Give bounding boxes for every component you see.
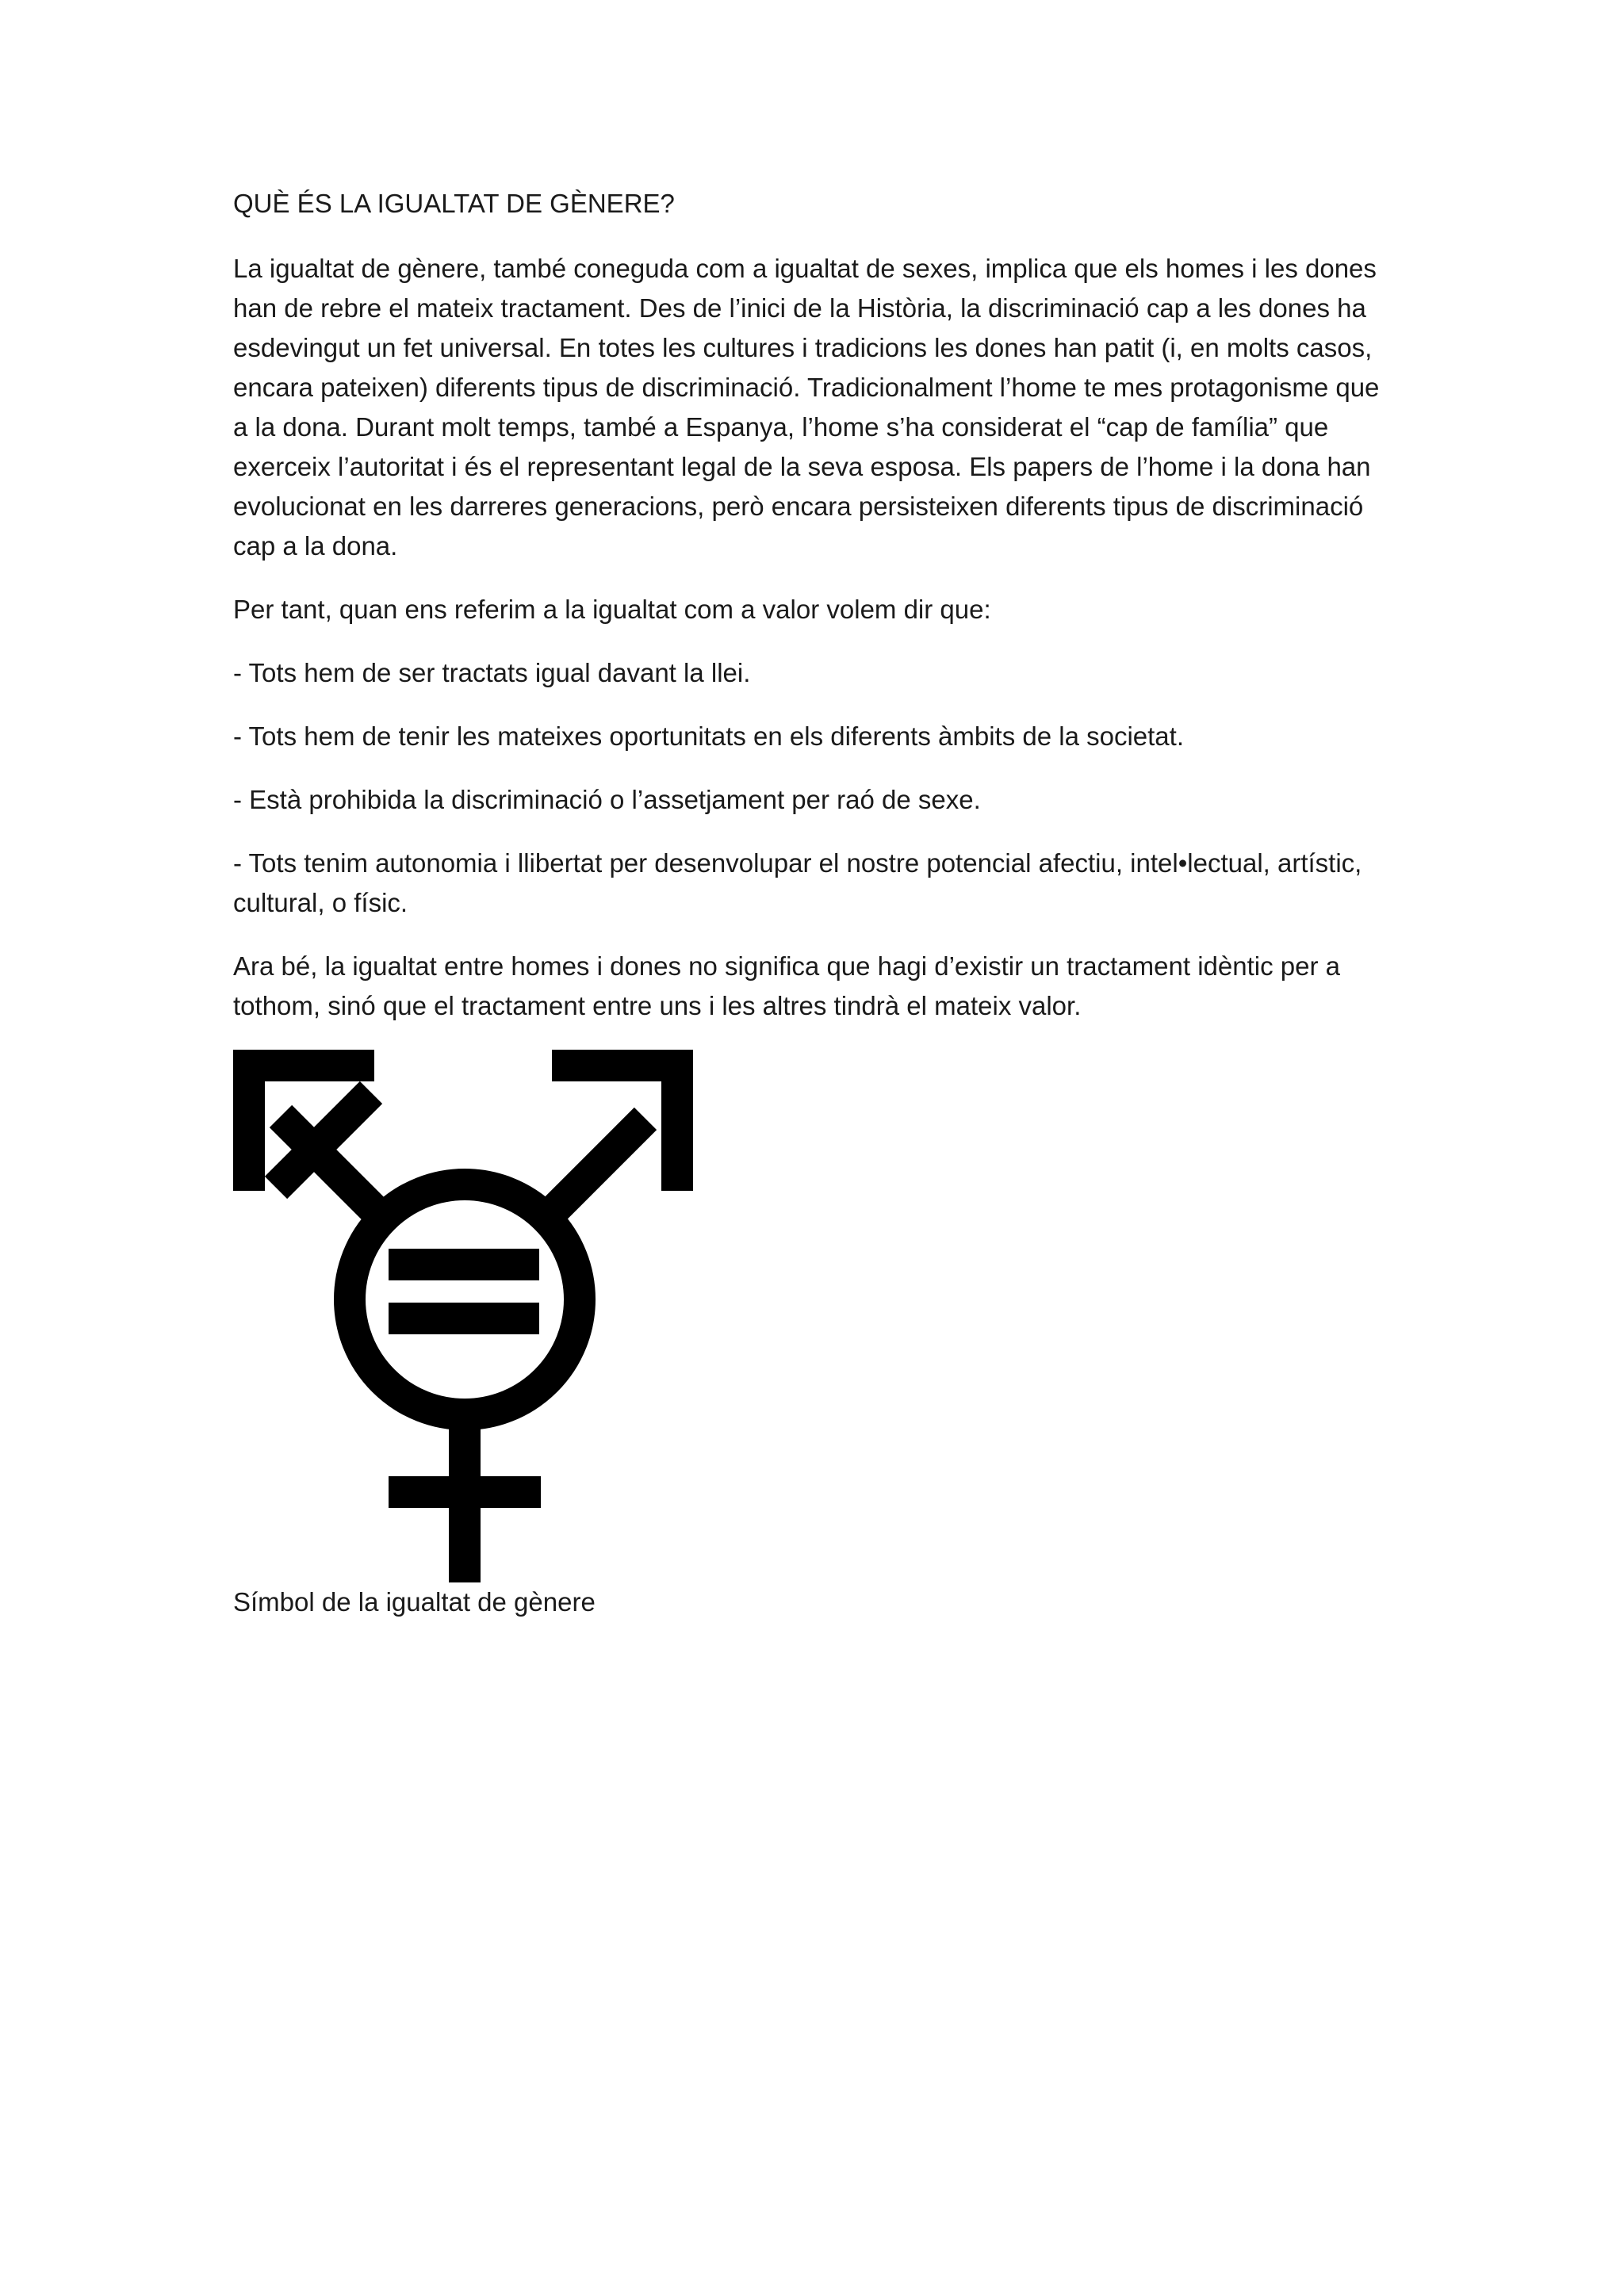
figure-caption: Símbol de la igualtat de gènere bbox=[233, 1587, 596, 1617]
intro-paragraph: La igualtat de gènere, també coneguda com a igualtat de sexes, implica que els homes i les dones han de rebre el mateix tractament. Des de l’inici de la Història, la discriminació cap a les dones ha esdevingut un fet universal. En totes les cultures i tradicions les dones han patit (i, en molts casos, encara pateixen) diferents tipus de discriminació. Tradicionalment l’home te mes protagonisme que a la dona. Durant molt temps, també a Espanya, l’home s’ha considerat el “cap de família” que exerceix l’autoritat i és el representant legal de la seva esposa. Els papers de l’home i la dona han evolucionat en les darreres generacions, però encara persisteixen diferents tipus de discriminació cap a la dona. bbox=[233, 254, 1380, 561]
bullet-item: - Tots hem de tenir les mateixes oportunitats en els diferents àmbits de la societat. bbox=[233, 721, 1184, 751]
lead-paragraph: Per tant, quan ens referim a la igualtat com a valor volem dir que: bbox=[233, 595, 991, 624]
bullet-item: - Està prohibida la discriminació o l’assetjament per raó de sexe. bbox=[233, 785, 981, 814]
conclusion-paragraph: Ara bé, la igualtat entre homes i dones no significa que hagi d’existir un tractament idèntic per a tothom, sinó que el tractament entre uns i les altres tindrà el mateix valor. bbox=[233, 951, 1340, 1020]
gender-equality-symbol-icon bbox=[233, 1050, 693, 1582]
page-title: QUÈ ÉS LA IGUALTAT DE GÈNERE? bbox=[233, 189, 675, 218]
bullet-item: - Tots tenim autonomia i llibertat per desenvolupar el nostre potencial afectiu, intel•lectual, artístic, cultural, o físic. bbox=[233, 848, 1362, 917]
bullet-item: - Tots hem de ser tractats igual davant la llei. bbox=[233, 658, 751, 687]
document-body bbox=[233, 184, 1399, 1648]
